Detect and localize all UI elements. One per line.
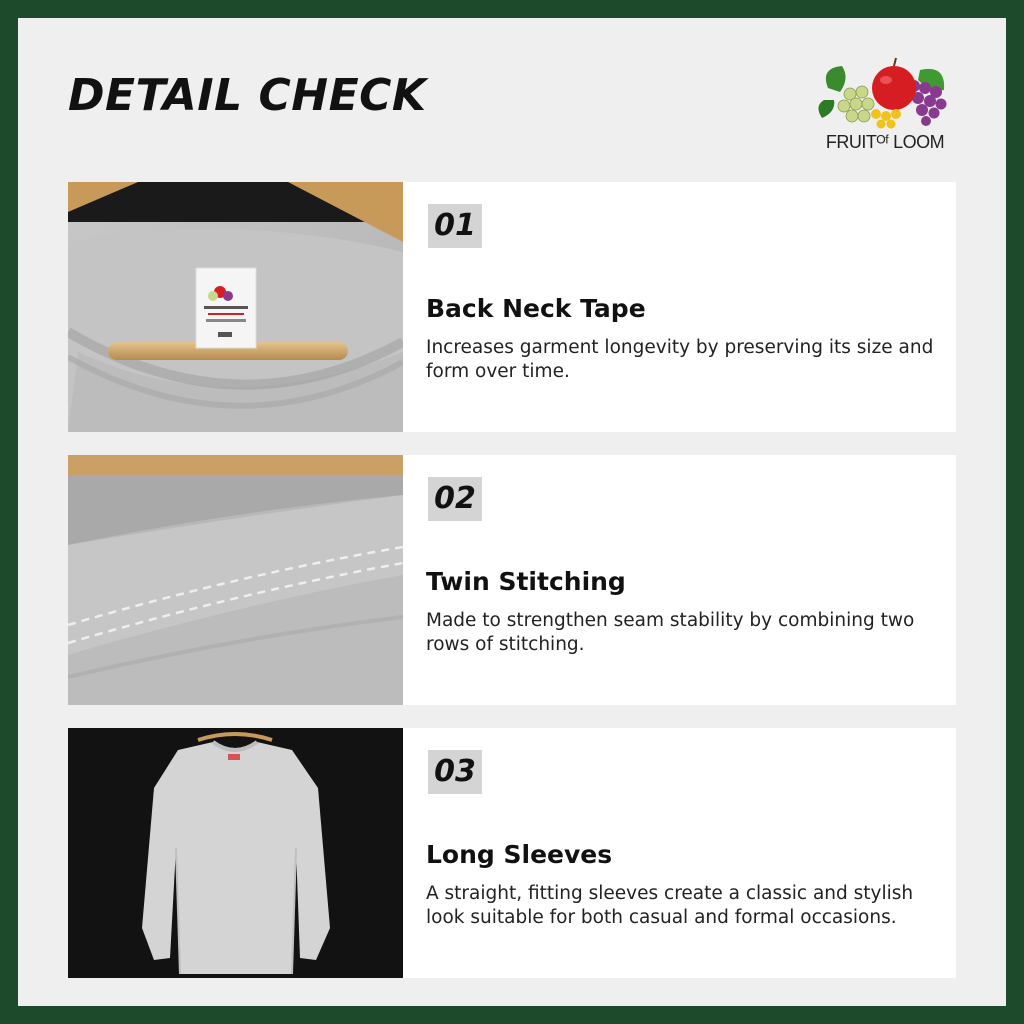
detail-description: Increases garment longevity by preserving its size and form over time. (426, 337, 934, 382)
detail-heading: Back Neck Tape (426, 294, 646, 323)
detail-number-badge: 03 (428, 750, 482, 794)
detail-card-twin-stitching (68, 455, 956, 705)
detail-heading: Long Sleeves (426, 840, 613, 869)
long-sleeve-shirt-photo (68, 728, 403, 978)
brand-logo (810, 48, 960, 152)
detail-card-back-neck-tape (68, 182, 956, 432)
detail-number-badge: 01 (428, 204, 482, 248)
fruit-cluster-icon (810, 48, 960, 132)
detail-heading: Twin Stitching (426, 567, 626, 596)
detail-number-badge: 02 (428, 477, 482, 521)
page-title: DETAIL CHECK (68, 70, 427, 121)
collar-stitching-photo (68, 455, 403, 705)
detail-description: A straight, fitting sleeves create a classic and stylish look suitable for both casual and formal occasions. (426, 883, 914, 928)
brand-wordmark: FRUITᴼᶠ LOOM (825, 132, 945, 152)
infographic-panel (18, 18, 1006, 1006)
detail-description: Made to strengthen seam stability by combining two rows of stitching. (426, 610, 915, 655)
detail-card-long-sleeves (68, 728, 956, 978)
neck-label-photo (68, 182, 403, 432)
